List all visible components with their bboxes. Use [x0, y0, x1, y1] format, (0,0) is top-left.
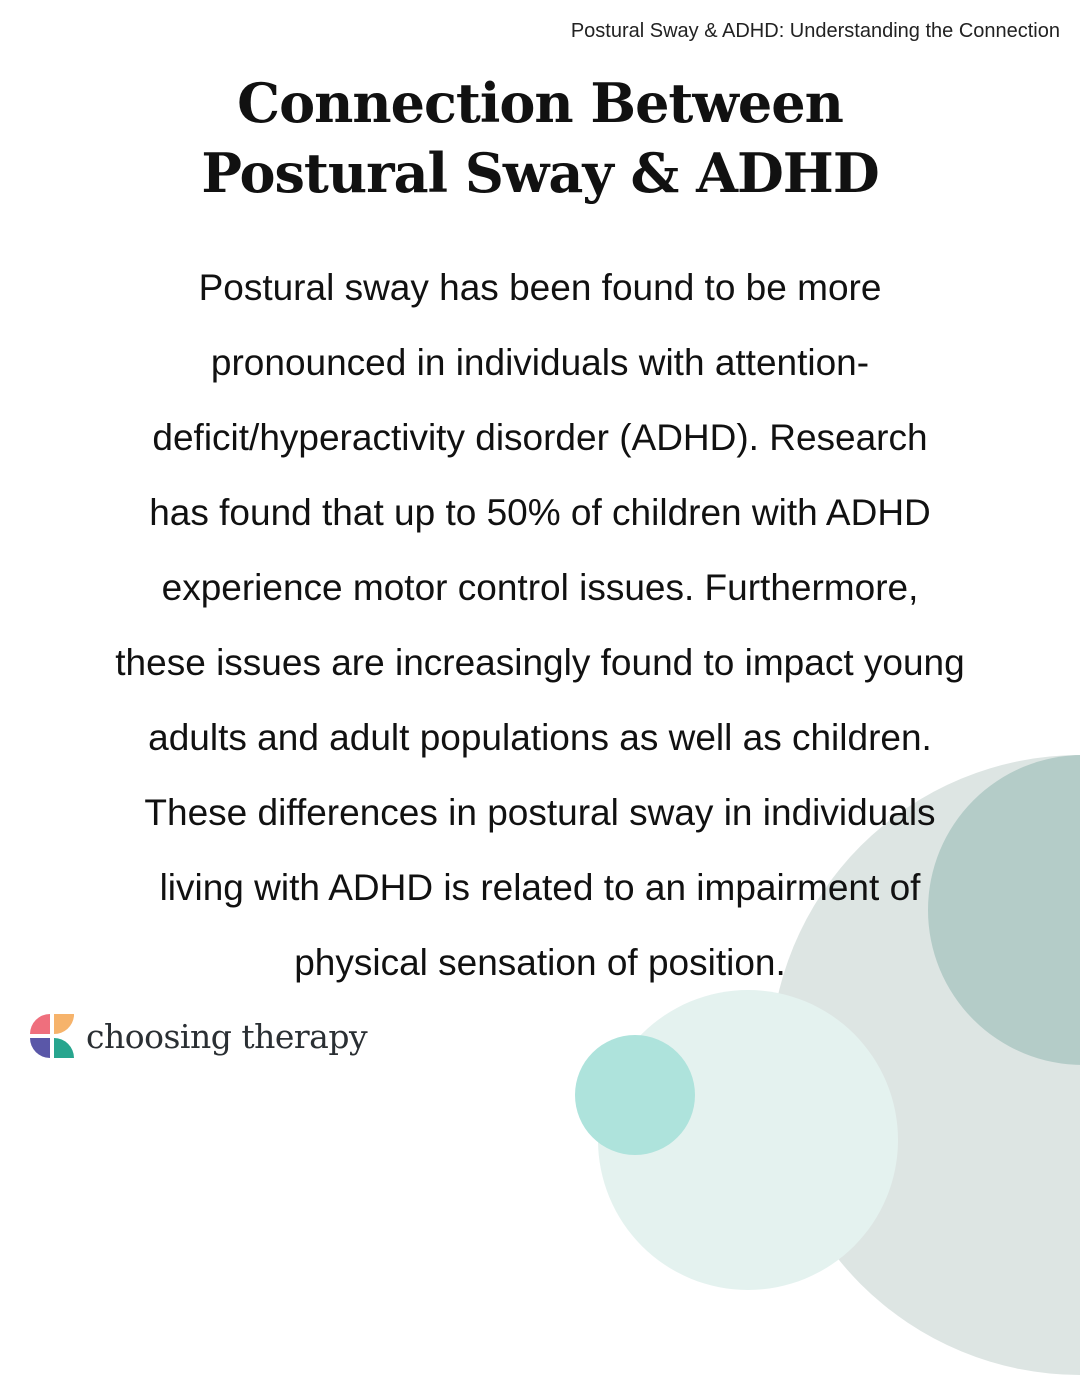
body-line: adults and adult populations as well as children. [148, 717, 932, 758]
body-paragraph [50, 250, 1030, 1000]
logo-petal-bottom-left [30, 1038, 50, 1058]
page-title-line: Connection Between [237, 71, 843, 135]
brand-name: choosing therapy [86, 1016, 368, 1056]
body-line: Postural sway has been found to be more [198, 267, 882, 308]
logo-petal-top-right [54, 1014, 74, 1034]
logo-petal-top-left [30, 1014, 50, 1034]
body-line: living with ADHD is related to an impairment of [159, 867, 921, 908]
body-line: these issues are increasingly found to impact young [115, 642, 965, 683]
body-line: deficit/hyperactivity disorder (ADHD). Research [152, 417, 928, 458]
body-line: These differences in postural sway in individuals [144, 792, 936, 833]
body-line: pronounced in individuals with attention- [210, 342, 870, 383]
page-title [0, 68, 1080, 208]
logo-petal-bottom-right [54, 1038, 74, 1058]
decorative-circle-tiny [575, 1035, 695, 1155]
page-title-line: Postural Sway & ADHD [201, 141, 879, 205]
choosing-therapy-logo-icon [28, 1012, 76, 1060]
body-line: has found that up to 50% of children with ADHD [149, 492, 931, 533]
body-line: experience motor control issues. Furthermore, [161, 567, 919, 608]
header-caption: Postural Sway & ADHD: Understanding the Connection [570, 20, 1060, 42]
body-line: physical sensation of position. [294, 942, 786, 983]
brand-logo [28, 1012, 367, 1060]
